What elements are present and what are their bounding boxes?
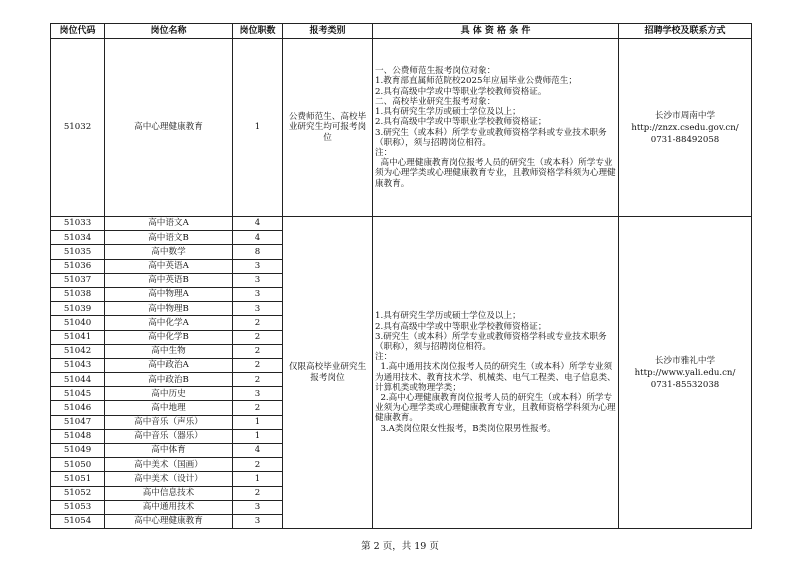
position-count: 4 — [233, 444, 283, 458]
school-url: http://www.yali.edu.cn/ — [634, 367, 736, 378]
requirement-line: 2.具有高级中学或中等职业学校教师资格证； — [375, 117, 547, 128]
position-name: 高中生物 — [105, 344, 233, 358]
position-count: 2 — [233, 486, 283, 500]
table-row — [51, 217, 752, 231]
position-count: 3 — [233, 514, 283, 528]
header-contact: 招聘学校及联系方式 — [619, 24, 752, 39]
position-name: 高中音乐（器乐） — [105, 429, 233, 443]
position-count: 1 — [233, 415, 283, 429]
position-count: 2 — [233, 344, 283, 358]
position-count: 2 — [233, 330, 283, 344]
position-count: 2 — [233, 401, 283, 415]
position-name: 高中政治A — [105, 358, 233, 372]
position-count: 1 — [233, 472, 283, 486]
position-code: 51035 — [51, 245, 105, 259]
position-code: 51050 — [51, 458, 105, 472]
position-count: 3 — [233, 500, 283, 514]
requirement-line: 二、高校毕业研究生报考对象： — [375, 96, 496, 107]
position-code: 51043 — [51, 358, 105, 372]
position-code: 51044 — [51, 373, 105, 387]
table-row — [51, 39, 752, 217]
school-name: 长沙市周南中学 — [654, 110, 716, 121]
requirement-line: 1.具有研究生学历或硕士学位及以上； — [375, 107, 521, 118]
position-code: 51034 — [51, 231, 105, 245]
requirement-line: 3.研究生（或本科）所学专业或教师资格学科或专业技术职务（职称），须与招聘岗位相符。 — [375, 331, 607, 352]
requirements-cell — [373, 217, 619, 529]
position-name: 高中化学A — [105, 316, 233, 330]
position-code: 51045 — [51, 387, 105, 401]
school-phone: 0731-88492058 — [650, 134, 720, 145]
position-name: 高中语文A — [105, 217, 233, 231]
position-name: 高中英语B — [105, 273, 233, 287]
requirement-line: 1.高中通用技术岗位报考人员的研究生（或本科）所学专业须为通用技术、教育技术学、机械类、电气工程类、电子信息类、计算机类或物理学类； — [375, 362, 616, 393]
position-name: 高中信息技术 — [105, 486, 233, 500]
position-name: 高中数学 — [105, 245, 233, 259]
position-name: 高中英语A — [105, 259, 233, 273]
school-name: 长沙市雅礼中学 — [654, 355, 716, 366]
position-name: 高中心理健康教育 — [105, 39, 233, 217]
recruitment-table — [50, 23, 752, 529]
position-code: 51041 — [51, 330, 105, 344]
requirement-line: 2.具有高级中学或中等职业学校教师资格证。 — [375, 86, 547, 97]
position-count: 3 — [233, 259, 283, 273]
position-count: 3 — [233, 387, 283, 401]
position-code: 51046 — [51, 401, 105, 415]
header-requirements: 具 体 资 格 条 件 — [373, 24, 619, 39]
position-code: 51051 — [51, 472, 105, 486]
position-count: 3 — [233, 287, 283, 301]
position-count: 1 — [233, 429, 283, 443]
position-count: 1 — [233, 39, 283, 217]
requirement-line: 一、公费师范生报考岗位对象： — [375, 66, 496, 77]
requirement-line: 1.具有研究生学历或硕士学位及以上； — [375, 311, 521, 322]
position-name: 高中体育 — [105, 444, 233, 458]
position-code: 51042 — [51, 344, 105, 358]
position-code: 51049 — [51, 444, 105, 458]
table-header-row — [51, 24, 752, 39]
position-count: 2 — [233, 458, 283, 472]
position-count: 2 — [233, 358, 283, 372]
position-name: 高中物理B — [105, 302, 233, 316]
requirement-line: 3.研究生（或本科）所学专业或教师资格学科或专业技术职务（职称），须与招聘岗位相符。 — [375, 127, 607, 148]
position-code: 51039 — [51, 302, 105, 316]
position-code: 51052 — [51, 486, 105, 500]
position-name: 高中心理健康教育 — [105, 514, 233, 528]
requirement-line: 3.A类岗位限女性报考，B类岗位限男性报考。 — [375, 423, 556, 434]
exam-category: 仅限高校毕业研究生报考岗位 — [283, 217, 373, 529]
position-code: 51047 — [51, 415, 105, 429]
contact-cell — [619, 217, 752, 529]
position-count: 4 — [233, 217, 283, 231]
position-name: 高中通用技术 — [105, 500, 233, 514]
position-name: 高中政治B — [105, 373, 233, 387]
header-code: 岗位代码 — [51, 24, 105, 39]
position-count: 2 — [233, 316, 283, 330]
position-count: 8 — [233, 245, 283, 259]
requirement-line: 2.具有高级中学或中等职业学校教师资格证； — [375, 321, 547, 332]
position-code: 51037 — [51, 273, 105, 287]
requirement-line: 高中心理健康教育岗位报考人员的研究生（或本科）所学专业须为心理学类或心理健康教育专业，且教师资格学科须为心理健康教育。 — [375, 158, 616, 189]
contact-cell — [619, 39, 752, 217]
position-code: 51038 — [51, 287, 105, 301]
position-code: 51054 — [51, 514, 105, 528]
requirement-line: 注： — [375, 147, 393, 158]
position-code: 51048 — [51, 429, 105, 443]
requirement-line: 2.高中心理健康教育岗位报考人员的研究生（或本科）所学专业须为心理学类或心理健康教育专业，且教师资格学科须为心理健康教育。 — [375, 392, 616, 424]
position-code: 51036 — [51, 259, 105, 273]
position-name: 高中美术（设计） — [105, 472, 233, 486]
position-name: 高中物理A — [105, 287, 233, 301]
requirements-cell — [373, 39, 619, 217]
position-name: 高中语文B — [105, 231, 233, 245]
requirement-line: 1.教育部直属师范院校2025年应届毕业公费师范生； — [375, 76, 577, 87]
position-code: 51032 — [51, 39, 105, 217]
exam-category: 公费师范生、高校毕业研究生均可报考岗位 — [283, 39, 373, 217]
position-name: 高中地理 — [105, 401, 233, 415]
header-category: 报考类别 — [283, 24, 373, 39]
school-phone: 0731-85532038 — [650, 379, 720, 390]
position-count: 3 — [233, 302, 283, 316]
position-count: 4 — [233, 231, 283, 245]
school-url: http://znzx.csedu.gov.cn/ — [631, 122, 739, 133]
position-name: 高中音乐（声乐） — [105, 415, 233, 429]
position-code: 51040 — [51, 316, 105, 330]
position-code: 51053 — [51, 500, 105, 514]
header-count: 岗位职数 — [233, 24, 283, 39]
position-name: 高中美术（国画） — [105, 458, 233, 472]
position-name: 高中化学B — [105, 330, 233, 344]
position-count: 3 — [233, 273, 283, 287]
position-name: 高中历史 — [105, 387, 233, 401]
requirement-line: 注： — [375, 352, 393, 363]
page-footer: 第 2 页，共 19 页 — [361, 541, 439, 552]
position-count: 2 — [233, 373, 283, 387]
header-name: 岗位名称 — [105, 24, 233, 39]
position-code: 51033 — [51, 217, 105, 231]
